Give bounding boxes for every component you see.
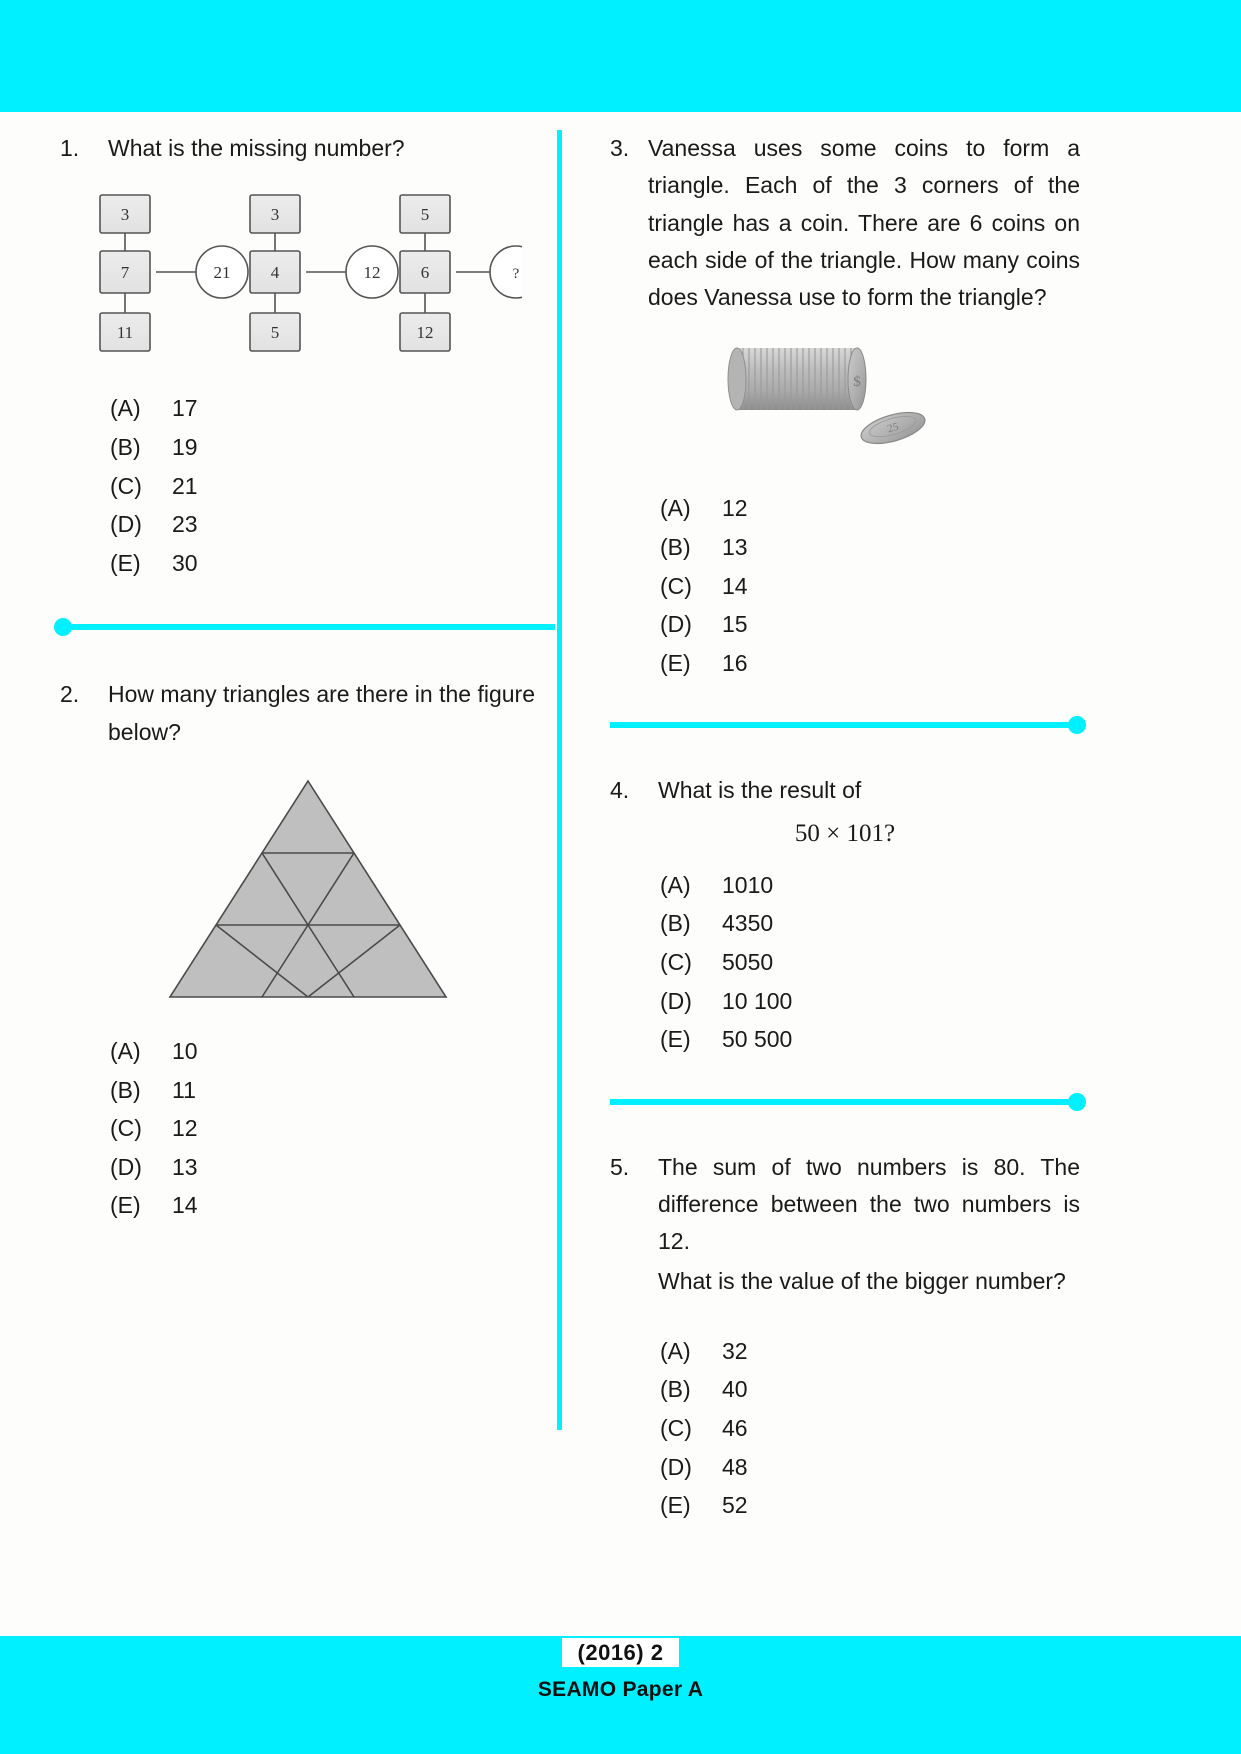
option-row[interactable] — [110, 389, 555, 428]
option-row[interactable] — [660, 904, 1080, 943]
option-value: 21 — [172, 472, 198, 499]
option-value: 52 — [722, 1492, 748, 1519]
option-value: 10 100 — [722, 987, 793, 1014]
question-5-text: The sum of two numbers is 80. The difference between the two numbers is 12. — [658, 1153, 1080, 1255]
option-value: 13 — [722, 533, 748, 560]
coin-stack-figure — [610, 336, 1080, 471]
question-separator — [60, 624, 555, 630]
question-2-number: 2. — [60, 681, 80, 708]
question-1 — [60, 130, 555, 582]
question-1-text: What is the missing number? — [108, 135, 405, 161]
option-row[interactable] — [660, 1020, 1080, 1059]
missing-number-figure — [92, 181, 555, 371]
question-3-text: Vanessa uses some coins to form a triangle. Each of the 3 corners of the triangle has a coin. There are 6 coins on each side of the triangle. How many coins does Vanessa use to form the triangle? — [648, 135, 1080, 310]
svg-text:12: 12 — [363, 263, 381, 283]
question-2 — [60, 676, 555, 1225]
svg-text:3: 3 — [270, 205, 280, 225]
option-label: (D) — [660, 1453, 692, 1480]
option-row[interactable] — [660, 982, 1080, 1021]
option-label: (D) — [110, 1153, 142, 1180]
svg-text:?: ? — [512, 266, 520, 283]
question-4-number: 4. — [610, 777, 630, 804]
option-row[interactable] — [660, 1370, 1080, 1409]
option-value: 40 — [722, 1376, 748, 1403]
option-label: (B) — [110, 433, 141, 460]
option-row[interactable] — [110, 544, 555, 583]
option-value: 16 — [722, 649, 748, 676]
option-label: (E) — [660, 1492, 691, 1519]
option-row[interactable] — [660, 489, 1080, 528]
question-5-text-2: What is the value of the bigger number? — [658, 1267, 1066, 1294]
option-value: 1010 — [722, 871, 774, 898]
question-3 — [610, 130, 1080, 682]
option-label: (D) — [660, 987, 692, 1014]
option-row[interactable] — [110, 1071, 555, 1110]
option-label: (E) — [660, 1026, 691, 1053]
option-row[interactable] — [660, 1409, 1080, 1448]
svg-text:11: 11 — [116, 323, 134, 343]
option-row[interactable] — [110, 505, 555, 544]
question-4-expression: 50 × 101? — [794, 819, 896, 847]
option-label: (D) — [110, 511, 142, 538]
option-row[interactable] — [660, 567, 1080, 606]
svg-text:5: 5 — [270, 323, 280, 343]
option-value: 19 — [172, 433, 198, 460]
right-column — [610, 130, 1080, 1525]
option-label: (C) — [660, 572, 692, 599]
option-label: (A) — [110, 395, 141, 422]
option-row[interactable] — [660, 644, 1080, 683]
option-value: 11 — [172, 1076, 196, 1103]
option-row[interactable] — [110, 1186, 555, 1225]
option-value: 23 — [172, 511, 198, 538]
option-value: 48 — [722, 1453, 748, 1480]
option-row[interactable] — [660, 866, 1080, 905]
option-label: (E) — [110, 549, 141, 576]
question-1-number: 1. — [60, 135, 80, 161]
option-value: 14 — [722, 572, 748, 599]
question-5-number: 5. — [610, 1153, 630, 1180]
question-3-options — [610, 489, 1080, 682]
option-label: (B) — [110, 1076, 141, 1103]
option-label: (C) — [660, 948, 692, 975]
option-row[interactable] — [110, 467, 555, 506]
option-row[interactable] — [660, 528, 1080, 567]
option-value: 30 — [172, 549, 198, 576]
option-value: 5050 — [722, 948, 774, 975]
svg-text:$: $ — [853, 374, 861, 391]
option-row[interactable] — [660, 605, 1080, 644]
option-label: (A) — [660, 871, 691, 898]
paper-brand: SEAMO Paper A — [537, 1678, 704, 1701]
option-value: 12 — [172, 1115, 198, 1142]
option-value: 13 — [172, 1153, 198, 1180]
svg-text:7: 7 — [120, 263, 130, 283]
question-4 — [610, 772, 1080, 1058]
option-label: (A) — [660, 495, 691, 522]
subdivided-triangle-figure — [60, 769, 555, 1014]
svg-text:5: 5 — [420, 205, 430, 225]
option-row[interactable] — [110, 1109, 555, 1148]
option-row[interactable] — [110, 1032, 555, 1071]
question-5-options — [610, 1332, 1080, 1525]
option-label: (B) — [660, 533, 691, 560]
option-label: (E) — [110, 1192, 141, 1219]
svg-text:25: 25 — [886, 420, 900, 436]
option-label: (A) — [110, 1037, 141, 1064]
left-column — [60, 130, 555, 1225]
option-row[interactable] — [660, 1486, 1080, 1525]
svg-text:12: 12 — [416, 323, 434, 343]
question-separator — [610, 722, 1080, 728]
svg-text:3: 3 — [120, 205, 130, 225]
option-row[interactable] — [660, 943, 1080, 982]
option-row[interactable] — [660, 1332, 1080, 1371]
option-label: (C) — [110, 1115, 142, 1142]
option-value: 46 — [722, 1415, 748, 1441]
question-4-options — [610, 866, 1080, 1059]
svg-text:4: 4 — [270, 263, 280, 283]
option-value: 50 500 — [722, 1026, 793, 1053]
option-label: (A) — [660, 1337, 691, 1364]
question-3-number: 3. — [610, 135, 630, 161]
option-label: (C) — [660, 1415, 692, 1441]
svg-text:6: 6 — [420, 263, 430, 283]
page-number — [0, 1640, 1241, 1666]
question-2-options — [60, 1032, 555, 1225]
option-value: 10 — [172, 1037, 198, 1064]
option-label: (B) — [660, 1376, 691, 1403]
option-value: 32 — [722, 1337, 748, 1364]
option-row[interactable] — [110, 1148, 555, 1187]
option-label: (B) — [660, 910, 691, 937]
question-separator — [610, 1099, 1080, 1105]
option-value: 15 — [722, 611, 748, 638]
question-5 — [610, 1149, 1080, 1525]
option-value: 4350 — [722, 910, 774, 937]
header-band — [0, 0, 1241, 112]
option-row[interactable] — [660, 1448, 1080, 1487]
option-label: (C) — [110, 472, 142, 499]
question-4-text: What is the result of — [658, 777, 862, 804]
option-value: 17 — [172, 395, 198, 422]
option-label: (E) — [660, 649, 691, 676]
question-1-options — [60, 389, 555, 582]
option-row[interactable] — [110, 428, 555, 467]
option-label: (D) — [660, 611, 692, 638]
question-2-text: How many triangles are there in the figure below? — [108, 681, 535, 745]
option-value: 14 — [172, 1192, 198, 1219]
column-divider — [557, 130, 562, 1430]
page-number-text: (2016) 2 — [562, 1638, 680, 1667]
option-value: 12 — [722, 495, 748, 522]
svg-text:21: 21 — [213, 263, 231, 283]
